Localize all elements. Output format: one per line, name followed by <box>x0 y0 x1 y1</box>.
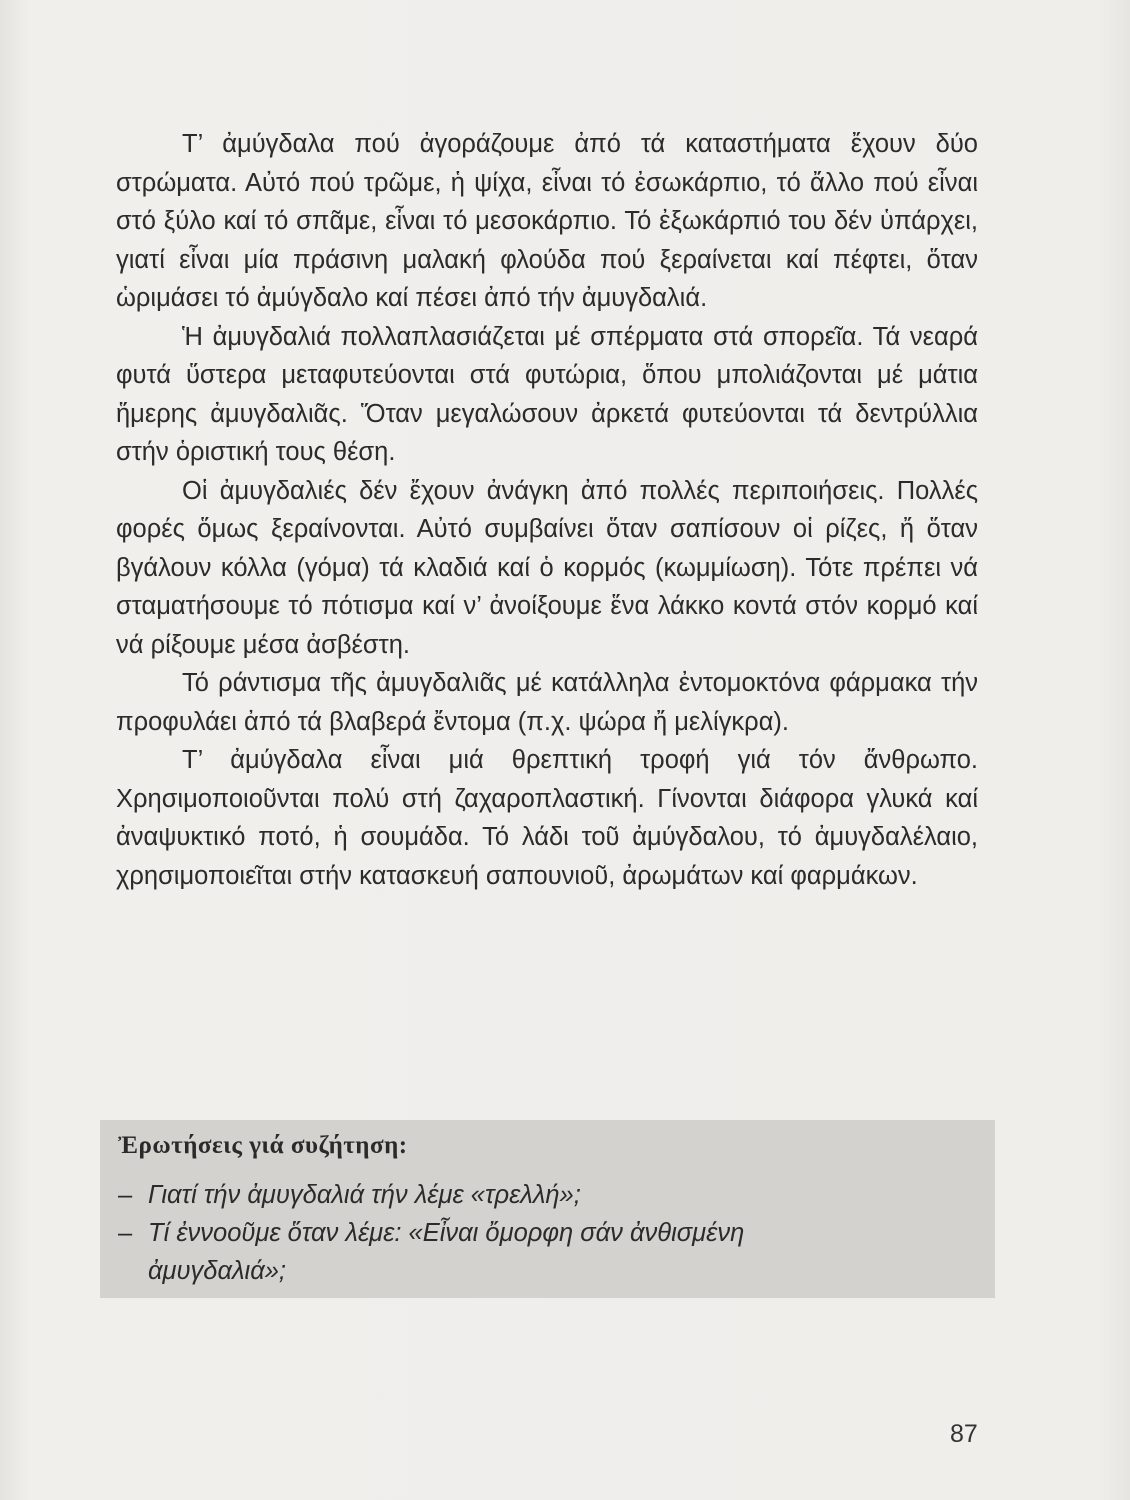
page-number: 87 <box>950 1420 978 1448</box>
paragraph-uses: Τ’ ἀμύγδαλα εἶναι μιά θρεπτική τροφή γιά τόν ἄνθρωπο. Χρησιμοποιοῦνται πολύ στή ζαχαροπλαστική. Γίνονται διάφορα γλυκά καί ἀναψυκτικό ποτό, ἡ σουμάδα. Τό λάδι τοῦ ἀμύγδαλου, τό ἀμυγδαλέλαιο, χρησιμοποιεῖται στήν κατασκευή σαπουνιοῦ, ἀρωμάτων καί φαρμάκων. <box>116 746 978 890</box>
paragraph-almond-layers: Τ’ ἀμύγδαλα πού ἀγοράζουμε ἀπό τά καταστήματα ἔχουν δύο στρώματα. Αὐτό πού τρῶμε, ἡ ψίχα, εἶναι τό ἐσωκάρπιο, τό ἄλλο πού εἶναι στό ξύλο καί τό σπᾶμε, εἶναι τό μεσοκάρπιο. Τό ἐξωκάρπιό του δέν ὑπάρχει, γιατί εἶναι μία πράσινη μαλακή φλούδα πού ξεραίνεται καί πέφτει, ὅταν ὡριμάσει τό ἀμύγδαλο καί πέσει ἀπό τήν ἀμυγδαλιά. <box>116 130 978 312</box>
body-text <box>116 125 978 895</box>
question-item <box>118 1214 978 1290</box>
question-text-continuation: ἀμυγδαλιά»; <box>148 1257 287 1285</box>
paragraph-spraying: Τό ράντισμα τῆς ἀμυγδαλιᾶς μέ κατάλληλα ἐντομοκτόνα φάρμακα τήν προφυλάει ἀπό τά βλαβερά ἔντομα (π.χ. ψώρα ἤ μελίγκρα). <box>116 669 978 736</box>
discussion-questions-box <box>100 1120 995 1298</box>
paragraph-care: Οἱ ἀμυγδαλιές δέν ἔχουν ἀνάγκη ἀπό πολλές περιποιήσεις. Πολλές φορές ὅμως ξεραίνονται. Αὐτό συμβαίνει ὅταν σαπίσουν οἱ ρίζες, ἤ ὅταν βγάλουν κόλλα (γόμα) τά κλαδιά καί ὁ κορμός (κωμμίωση). Τότε πρέπει νά σταματήσουμε τό πότισμα καί ν’ ἀνοίξουμε ἕνα λάκκο κοντά στόν κορμό καί νά ρίξουμε μέσα ἀσβέστη. <box>116 476 978 659</box>
question-dash: – <box>118 1181 133 1209</box>
question-item <box>118 1176 978 1214</box>
questions-title: Ἐρωτήσεις γιά συζήτηση: <box>118 1132 408 1159</box>
question-dash: – <box>118 1219 133 1247</box>
question-text: Τί ἐννοοῦμε ὅταν λέμε: «Εἶναι ὄμορφη σάν ἀνθισμένη <box>148 1219 745 1247</box>
question-text: Γιατί τήν ἀμυγδαλιά τήν λέμε «τρελλή»; <box>148 1181 581 1209</box>
paragraph-propagation: Ἡ ἀμυγδαλιά πολλαπλασιάζεται μέ σπέρματα στά σπορεῖα. Τά νεαρά φυτά ὕστερα μεταφυτεύονται στά φυτώρια, ὅπου μπολιάζονται μέ μάτια ἥμερης ἀμυγδαλιᾶς. Ὅταν μεγαλώσουν ἀρκετά φυτεύονται τά δεντρύλλια στήν ὁριστική τους θέση. <box>116 322 978 466</box>
